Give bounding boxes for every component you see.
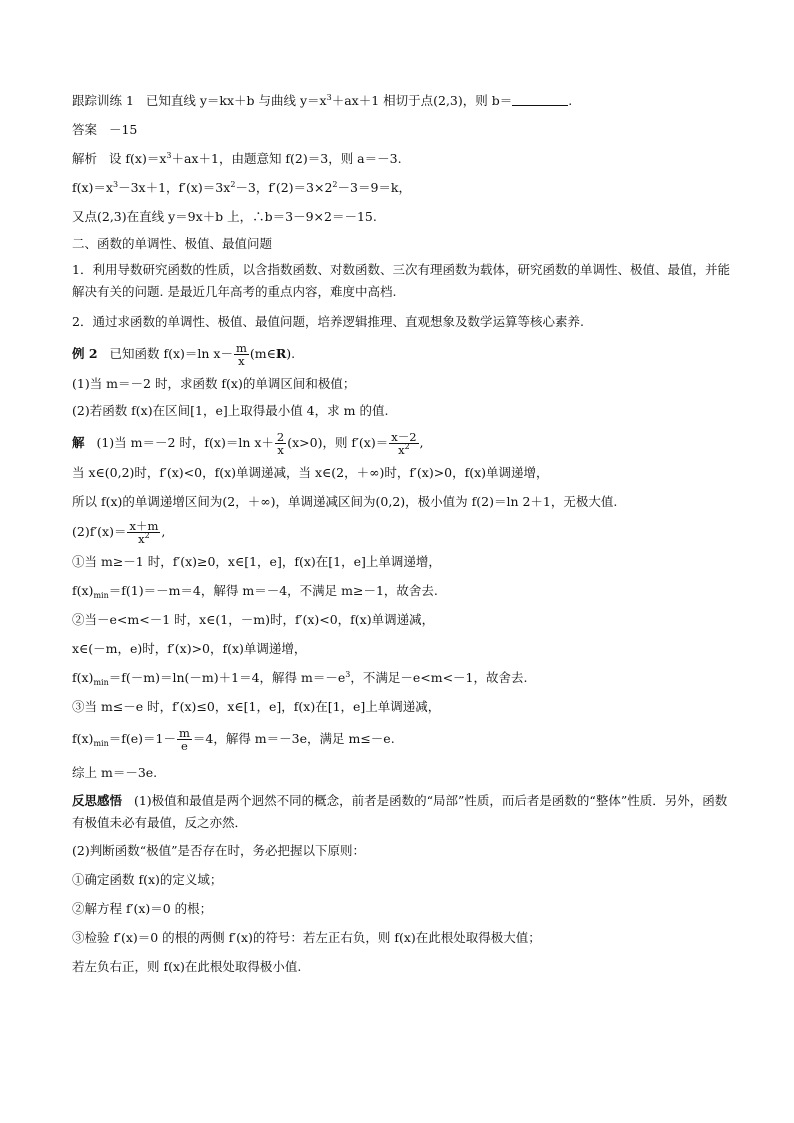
section-point-1: 1．利用导数研究函数的性质，以含指数函数、对数函数、三次有理函数为载体，研究函数的单调性、极值、最值，并能解决有关的问题. 是最近几年高考的重点内容，难度中高档. bbox=[72, 262, 730, 299]
practice-question-text: 已知直线 y＝kx＋b 与曲线 $y=x^3+ax+1$ 相切于点(2,3)，则 b＝ bbox=[145, 93, 513, 108]
solution-line-1: 解 (1)当 m＝－2 时，f(x)＝ln x＋ $\frac{2}{x}$ (x>0)，则 f′(x)＝ $\frac{x-2}{x^2}$ , bbox=[72, 430, 424, 457]
reflection-point-5: ③检验 f′(x)＝0 的根的两侧 f′(x)的符号：若左正右负，则 f(x)在此根处取得极大值； bbox=[72, 930, 541, 945]
analysis-line-1: 解析 设 $f(x)=x^3+ax+1$，由题意知 f(2)＝3，则 a＝－3. bbox=[72, 151, 402, 166]
solution-conclusion: 综上 m＝－3e. bbox=[72, 765, 158, 780]
practice-label: 跟踪训练 1 bbox=[72, 93, 134, 108]
solution-label: 解 bbox=[72, 435, 85, 450]
analysis-line-3: 又点(2,3)在直线 y＝9x＋b 上，∴b＝3－9×2＝－15. bbox=[72, 209, 377, 224]
solution-line-3: 所以 f(x)的单调递增区间为(2，＋∞)，单调递减区间为(0,2)，极小值为 f(2)＝ln 2＋1，无极大值. bbox=[72, 494, 618, 509]
document-page bbox=[72, 93, 732, 975]
section-point-2: 2．通过求函数的单调性、极值、最值问题，培养逻辑推理、直观想象及数学运算等核心素养. bbox=[72, 314, 584, 329]
reflection-point-2: (2)判断函数“极值”是否存在时，务必把握以下原则： bbox=[72, 843, 365, 858]
answer-label: 答案 bbox=[72, 122, 98, 137]
fraction-derivative-2: $\frac{x+m}{x^2}$ bbox=[129, 519, 159, 546]
reflection-point-1: 反思感悟 (1)极值和最值是两个迥然不同的概念，前者是函数的“局部”性质，而后者是函数的“整体”性质．另外，函数有极值未必有最值，反之亦然． bbox=[72, 793, 728, 830]
practice-answer bbox=[72, 122, 732, 138]
reflection-point-6: 若左负右正，则 f(x)在此根处取得极小值. bbox=[72, 959, 302, 974]
case-1-line-a: ①当 m≥－1 时，f′(x)≥0，x∈[1，e]，f(x)在[1，e]上单调递增， bbox=[72, 554, 441, 569]
answer-value: －15 bbox=[108, 122, 138, 137]
case-1-line-b: $f(x)_{min}=f(1)=-m=4$，解得 m＝－4，不满足 m≥－1，故舍去. bbox=[72, 583, 438, 600]
answer-blank bbox=[512, 93, 568, 106]
fraction-m-over-e: $\frac{m}{e}$ bbox=[178, 726, 190, 753]
case-2-line-b: x∈(－m，e)时，f′(x)>0，f(x)单调递增， bbox=[72, 641, 307, 656]
case-2-line-c: $f(x)_{min}=f(-m)=\ln(-m)+1=4$，解得 $m=-e^3$，不满足－e<m<－1，故舍去. bbox=[72, 670, 528, 687]
example-question-2: (2)若函数 f(x)在区间[1，e]上取得最小值 4，求 m 的值. bbox=[72, 403, 389, 418]
analysis-label: 解析 bbox=[72, 151, 98, 166]
case-2-line-a: ②当－e<m<－1 时，x∈(1，－m)时，f′(x)<0，f(x)单调递减， bbox=[72, 612, 435, 627]
fraction-2-over-x: $\frac{2}{x}$ bbox=[276, 430, 285, 457]
case-3-line-b: $f(x)_{min}=f(e)=1-$ $\frac{m}{e}$ ＝4，解得 m＝－3e，满足 m≤－e. bbox=[72, 726, 395, 753]
reflection-point-3: ①确定函数 f(x)的定义域； bbox=[72, 872, 223, 887]
example-question-1: (1)当 m＝－2 时，求函数 f(x)的单调区间和极值； bbox=[72, 376, 356, 391]
section-heading: 二、函数的单调性、极值、最值问题 bbox=[72, 236, 273, 251]
case-3-line-a: ③当 m≤－e 时，f′(x)≤0，x∈[1，e]，f(x)在[1，e]上单调递减， bbox=[72, 699, 441, 714]
example-label: 例 2 bbox=[72, 346, 98, 361]
solution-line-4: (2)f′(x)＝ $\frac{x+m}{x^2}$ , bbox=[72, 519, 166, 546]
example-statement: 例 2 已知函数 f(x)＝ln x－ $\frac{m}{x}$ (m∈R). bbox=[72, 341, 296, 368]
fraction-m-over-x: $\frac{m}{x}$ bbox=[235, 341, 247, 368]
practice-question: 跟踪训练 1 已知直线 y＝kx＋b 与曲线 $y=x^3+ax+1$ 相切于点(2,3)，则 b＝ . bbox=[72, 93, 573, 108]
solution-line-2: 当 x∈(0,2)时，f′(x)<0，f(x)单调递减，当 x∈(2，＋∞)时，f′(x)>0，f(x)单调递增， bbox=[72, 465, 549, 480]
reflection-label: 反思感悟 bbox=[72, 793, 123, 808]
fraction-derivative-1: $\frac{x-2}{x^2}$ bbox=[391, 430, 417, 457]
reflection-point-4: ②解方程 f′(x)＝0 的根； bbox=[72, 901, 213, 916]
analysis-line-2: $f(x)=x^3-3x+1$，$f'(x)=3x^2-3$，$f'(2)=3\times 2^2-3=9=k$， bbox=[72, 180, 411, 195]
